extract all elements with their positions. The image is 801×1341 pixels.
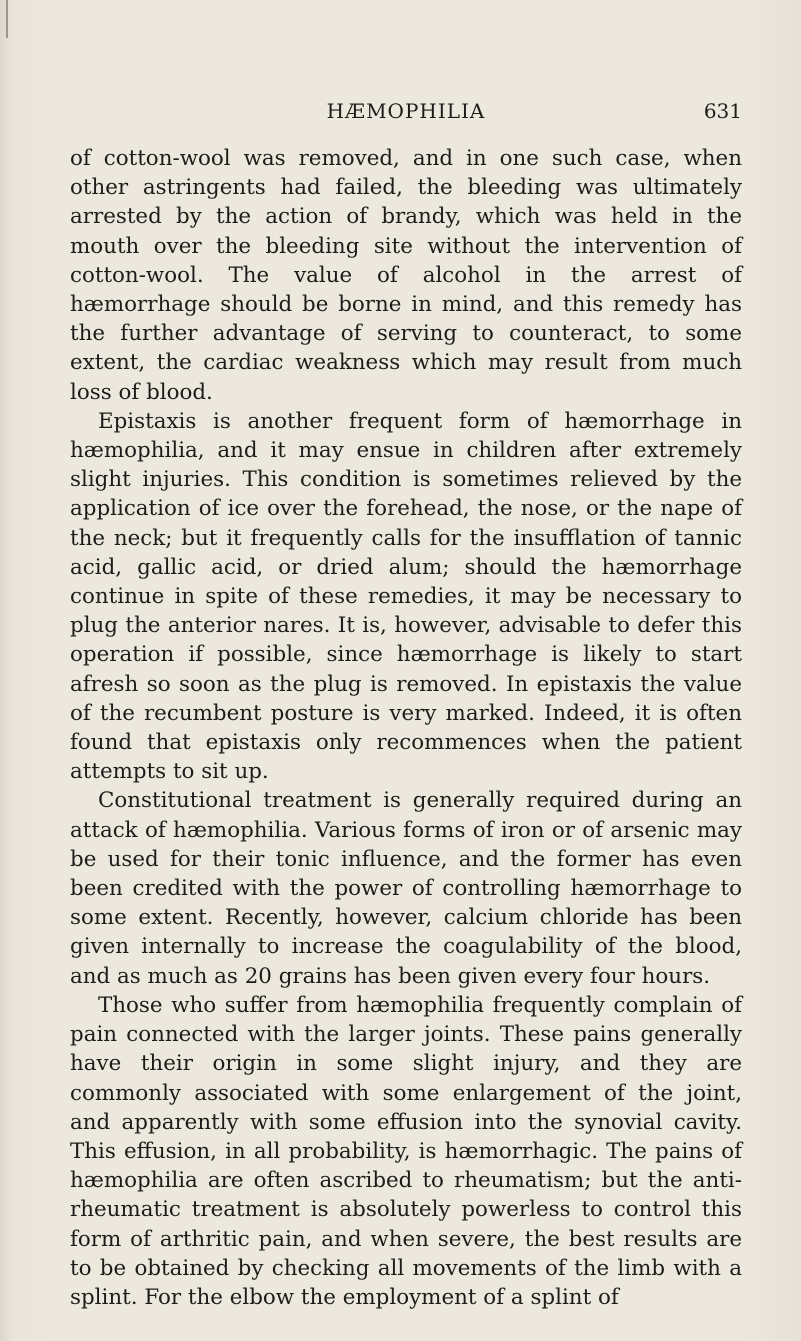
paragraph-continued: of cotton-wool was removed, and in one such case, when other astringents had failed, the bleeding was ultimately arrested by the action of brandy, which was held in the mouth over the bleeding site without the intervention of cotton-wool. The value of alcohol in the arrest of hæmorrhage should be borne in mind, and this remedy has the further advantage of serving to counteract, to some extent, the cardiac weakness which may result from much loss of blood. [70, 146, 742, 405]
paragraph-joint-pains: Those who suffer from hæmophilia frequently complain of pain connected with the larger joints. These pains generally have their origin in some slight injury, and they are commonly associated with some enlargement of the joint, and apparently with some effusion into the synovial cavity. This effusion, in all probability, is hæmorrhagic. The pains of hæmophilia are often ascribed to rheumatism; but the anti-rheumatic treatment is absolutely powerless to control this form of arthritic pain, and when severe, the best results are to be obtained by checking all movements of the limb with a splint. For the elbow the employment of a splint of [70, 992, 742, 1310]
page-header [70, 99, 742, 129]
running-title: HÆMOPHILIA [326, 99, 486, 123]
paragraph-constitutional-treatment: Constitutional treatment is generally required during an attack of hæmophilia. Various forms of iron or of arsenic may be used for their tonic influence, and the former has even been credited with the power of controlling hæmorrhage to some extent. Recently, however, calcium chloride has been given internally to increase the coagulability of the blood, and as much as 20 grains has been given every four hours. [70, 788, 742, 989]
paragraph-epistaxis: Epistaxis is another frequent form of hæmorrhage in hæmophilia, and it may ensue in children after extremely slight injuries. This condition is sometimes relieved by the application of ice over the forehead, the nose, or the nape of the neck; but it frequently calls for the insufflation of tannic acid, gallic acid, or dried alum; should the hæmorrhage continue in spite of these remedies, it may be necessary to plug the anterior nares. It is, however, advisable to defer this operation if possible, since hæmorrhage is likely to start afresh so soon as the plug is removed. In epistaxis the value of the recumbent posture is very marked. Indeed, it is often found that epistaxis only recommences when the patient attempts to sit up. [70, 408, 742, 785]
page-number: 631 [703, 99, 742, 123]
body-text [70, 144, 742, 1312]
page-edge-mark [6, 0, 8, 38]
